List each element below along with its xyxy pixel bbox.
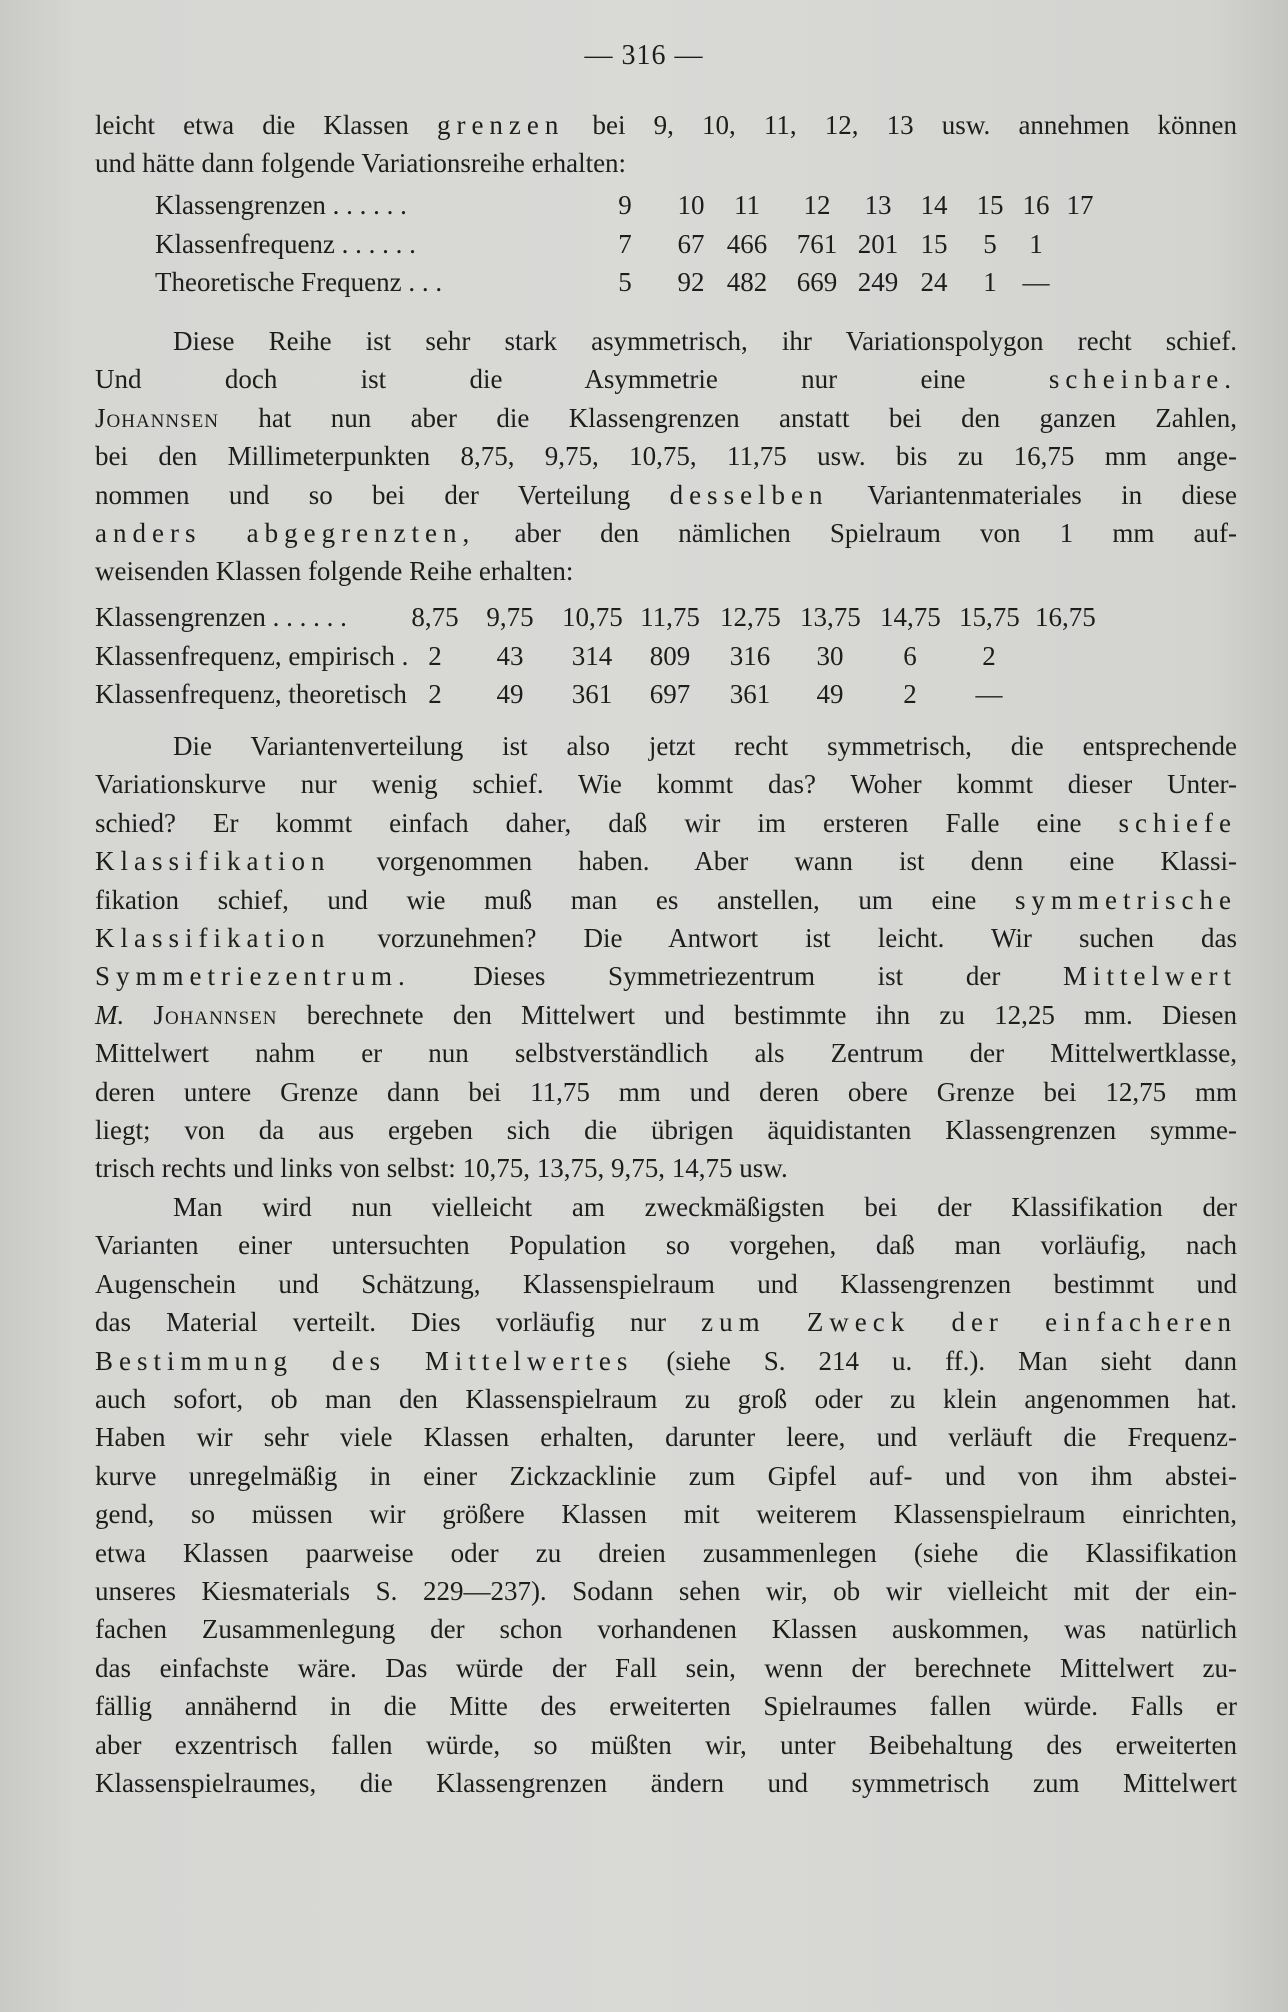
table-cell: 2 — [903, 679, 917, 709]
text-run: deren untere Grenze dann bei 11,75 mm und deren obere Grenze bei 12,75 mm — [95, 1077, 1237, 1107]
text-line — [95, 1303, 1237, 1341]
text-run: grenzen — [436, 110, 565, 140]
row-label: Klassengrenzen . . . . . . — [155, 190, 407, 220]
text-run: Klassifikation — [95, 923, 331, 953]
text-run: nommen und so bei der Verteilung — [95, 480, 631, 510]
table-row — [95, 263, 1237, 301]
text-line — [95, 957, 1237, 995]
text-run: Die Variantenverteilung ist also jetzt recht symmetrisch, die entsprechende — [173, 731, 1237, 761]
table-cell: — — [1022, 267, 1050, 297]
table-cell: 43 — [496, 641, 524, 671]
table-cell: 466 — [726, 229, 768, 259]
text-run: Mittelwert nahm er nun selbstverständlich als Zentrum der Mittelwertklasse, — [95, 1038, 1237, 1068]
table-cell: 361 — [729, 679, 771, 709]
text-line — [95, 1265, 1237, 1303]
text-line — [95, 1073, 1237, 1111]
text-line — [95, 476, 1237, 514]
table-cell: 15 — [976, 190, 1004, 220]
row-label: Theoretische Frequenz . . . — [155, 267, 443, 297]
text-run: hat nun aber die Klassengrenzen anstatt bei den ganzen Zahlen, — [258, 403, 1238, 433]
table-cell: 16,75 — [1035, 602, 1096, 632]
table-cell: 12 — [803, 190, 831, 220]
text-run: Johannsen — [153, 1000, 278, 1030]
table-cell: 67 — [677, 229, 705, 259]
text-run: schiefe — [1118, 808, 1237, 838]
table-row — [95, 637, 1237, 675]
text-run: gend, so müssen wir größere Klassen mit weiterem Klassenspielraum einrichten, — [95, 1499, 1237, 1529]
text-line — [95, 144, 1237, 182]
row-label: Klassenfrequenz, empirisch . — [95, 641, 409, 671]
table-cell: 249 — [857, 267, 899, 297]
table-cell: 314 — [571, 641, 613, 671]
row-label: Klassenfrequenz, theoretisch — [95, 679, 407, 709]
text-line — [95, 1572, 1237, 1610]
table-cell: 15,75 — [959, 602, 1020, 632]
table-cell: 8,75 — [411, 602, 459, 632]
text-line — [95, 1034, 1237, 1072]
text-line — [95, 765, 1237, 803]
table-cell: 6 — [903, 641, 917, 671]
table-cell: 30 — [816, 641, 844, 671]
table-cell: 49 — [816, 679, 844, 709]
text-run: schied? Er kommt einfach daher, daß wir im ersteren Falle eine — [95, 808, 1082, 838]
text-line — [95, 1726, 1237, 1764]
text-run: unseres Kiesmaterials S. 229—237). Sodann sehen wir, ob wir vielleicht mit der ein- — [95, 1576, 1237, 1606]
text-run: weisenden Klassen folgende Reihe erhalten: — [95, 556, 574, 586]
text-run: Und doch ist die Asymmetrie nur eine — [95, 364, 966, 394]
table-cell: 9,75 — [486, 602, 534, 632]
text-run: trisch rechts und links von selbst: 10,75, 13,75, 9,75, 14,75 usw. — [95, 1153, 788, 1183]
table-cell: 809 — [649, 641, 691, 671]
table-cell: 16 — [1022, 190, 1050, 220]
text-line — [95, 1418, 1237, 1456]
table-cell: 697 — [649, 679, 691, 709]
text-run: vorgenommen haben. Aber wann ist denn eine Klassi- — [376, 846, 1238, 876]
table-cell: 1 — [983, 267, 997, 297]
table-row — [95, 675, 1237, 713]
table-cell: — — [975, 679, 1003, 709]
table-cell: 14,75 — [880, 602, 941, 632]
text-run: Mittelwert — [1063, 961, 1238, 991]
text-line — [95, 1226, 1237, 1264]
table-cell: 17 — [1066, 190, 1094, 220]
text-run: vorzunehmen? Die Antwort ist leicht. Wir suchen das — [377, 923, 1237, 953]
text-run: anders abgegrenzten, — [95, 518, 476, 548]
text-line — [95, 1457, 1237, 1495]
text-run: Variantenmateriales in diese — [867, 480, 1238, 510]
table-cell: 13 — [864, 190, 892, 220]
table-cell: 5 — [983, 229, 997, 259]
text-run: liegt; von da aus ergeben sich die übrigen äquidistanten Klassengrenzen symme- — [95, 1115, 1237, 1145]
table-cell: 761 — [796, 229, 838, 259]
table-cell: 201 — [857, 229, 899, 259]
text-run: Bestimmung des Mittelwertes — [95, 1346, 634, 1376]
text-run: Varianten einer untersuchten Population so vorgehen, daß man vorläufig, nach — [95, 1230, 1237, 1260]
table-cell: 2 — [428, 679, 442, 709]
text-line — [95, 1610, 1237, 1648]
text-line — [95, 1111, 1237, 1149]
row-label: Klassengrenzen . . . . . . — [95, 602, 347, 632]
table-cell: 92 — [677, 267, 705, 297]
table-cell: 49 — [496, 679, 524, 709]
text-run: symmetrische — [1015, 885, 1238, 915]
text-run: scheinbare. — [1048, 364, 1237, 394]
text-run: Augenschein und Schätzung, Klassenspielraum und Klassengrenzen bestimmt und — [95, 1269, 1237, 1299]
table-cell: 669 — [796, 267, 838, 297]
text-run: Johannsen — [95, 403, 220, 433]
text-line — [95, 437, 1237, 475]
text-run: Man wird nun vielleicht am zweckmäßigsten bei der Klassifikation der — [173, 1192, 1237, 1222]
row-label: Klassenfrequenz . . . . . . — [155, 229, 416, 259]
text-run: berechnete den Mittelwert und bestimmte ihn zu 12,25 mm. Diesen — [306, 1000, 1237, 1030]
text-run: zum Zweck der einfacheren — [701, 1307, 1237, 1337]
text-line — [95, 1534, 1237, 1572]
text-line — [95, 552, 1237, 590]
text-run: M. — [95, 1000, 125, 1030]
text-run: fikation schief, und wie muß man es anstellen, um eine — [95, 885, 977, 915]
text-line — [95, 360, 1237, 398]
table-cell: 10 — [677, 190, 705, 220]
text-line — [95, 1649, 1237, 1687]
text-run: kurve unregelmäßig in einer Zickzacklinie zum Gipfel auf- und von ihm abstei- — [95, 1461, 1237, 1491]
text-line — [95, 1342, 1237, 1380]
table-cell: 2 — [428, 641, 442, 671]
text-line — [95, 996, 1237, 1034]
text-line — [95, 1380, 1237, 1418]
text-line — [95, 514, 1237, 552]
table-cell: 11 — [734, 190, 760, 220]
text-run: aber den nämlichen Spielraum von 1 mm auf- — [514, 518, 1237, 548]
text-line — [95, 842, 1237, 880]
text-line — [95, 399, 1237, 437]
text-run: leicht etwa die Klassen — [95, 110, 409, 140]
text-line — [95, 1687, 1237, 1725]
text-line — [95, 881, 1237, 919]
text-run: und hätte dann folgende Variationsreihe erhalten: — [95, 148, 627, 178]
text-run: Haben wir sehr viele Klassen erhalten, darunter leere, und verläuft die Frequenz- — [95, 1422, 1237, 1452]
text-line — [95, 322, 1237, 360]
text-run: bei 9, 10, 11, 12, 13 usw. annehmen können — [592, 110, 1238, 140]
text-run: Dieses Symmetriezentrum ist der — [473, 961, 1001, 991]
text-run: Klassenspielraumes, die Klassengrenzen ändern und symmetrisch zum Mittelwert — [95, 1768, 1237, 1798]
text-run: desselben — [669, 480, 829, 510]
text-run: Symmetriezentrum. — [95, 961, 411, 991]
table-cell: 361 — [571, 679, 613, 709]
text-line — [95, 1764, 1237, 1802]
text-run: das Material verteilt. Dies vorläufig nur — [95, 1307, 666, 1337]
table-row — [95, 598, 1237, 636]
text-line — [95, 1495, 1237, 1533]
table-cell: 15 — [920, 229, 948, 259]
table-cell: 24 — [920, 267, 948, 297]
table-cell: 482 — [726, 267, 768, 297]
table-cell: 2 — [982, 641, 996, 671]
text-line — [95, 919, 1237, 957]
text-run: Klassifikation — [95, 846, 331, 876]
text-run: das einfachste wäre. Das würde der Fall sein, wenn der berechnete Mittelwert zu- — [95, 1653, 1237, 1683]
text-run: auch sofort, ob man den Klassenspielraum zu groß oder zu klein angenommen hat. — [95, 1384, 1237, 1414]
page-number: — 316 — — [584, 40, 704, 71]
text-run: Variationskurve nur wenig schief. Wie kommt das? Woher kommt dieser Unter- — [95, 769, 1237, 799]
text-run: Diese Reihe ist sehr stark asymmetrisch, ihr Variationspolygon recht schief. — [173, 326, 1237, 356]
table-cell: 13,75 — [800, 602, 861, 632]
text-run: etwa Klassen paarweise oder zu dreien zusammenlegen (siehe die Klassifikation — [95, 1538, 1237, 1568]
text-line — [95, 727, 1237, 765]
table-cell: 9 — [618, 190, 632, 220]
text-run: fällig annähernd in die Mitte des erweiterten Spielraumes fallen würde. Falls er — [95, 1691, 1237, 1721]
table-cell: 1 — [1029, 229, 1043, 259]
table-cell: 10,75 — [562, 602, 623, 632]
text-run: aber exzentrisch fallen würde, so müßten wir, unter Beibehaltung des erweiterten — [95, 1730, 1237, 1760]
table-cell: 5 — [618, 267, 632, 297]
table-cell: 11,75 — [640, 602, 700, 632]
text-run: fachen Zusammenlegung der schon vorhandenen Klassen auskommen, was natürlich — [95, 1614, 1237, 1644]
text-run: (siehe S. 214 u. ff.). Man sieht dann — [666, 1346, 1238, 1376]
text-line — [95, 1188, 1237, 1226]
table-cell: 12,75 — [720, 602, 781, 632]
text-run: bei den Millimeterpunkten 8,75, 9,75, 10,75, 11,75 usw. bis zu 16,75 mm ange- — [95, 441, 1237, 471]
table-cell: 14 — [920, 190, 948, 220]
table-row — [95, 186, 1237, 224]
text-line — [95, 106, 1237, 144]
table-cell: 7 — [618, 229, 632, 259]
text-line — [95, 804, 1237, 842]
table-row — [95, 225, 1237, 263]
table-cell: 316 — [729, 641, 771, 671]
text-line — [95, 1149, 1237, 1187]
